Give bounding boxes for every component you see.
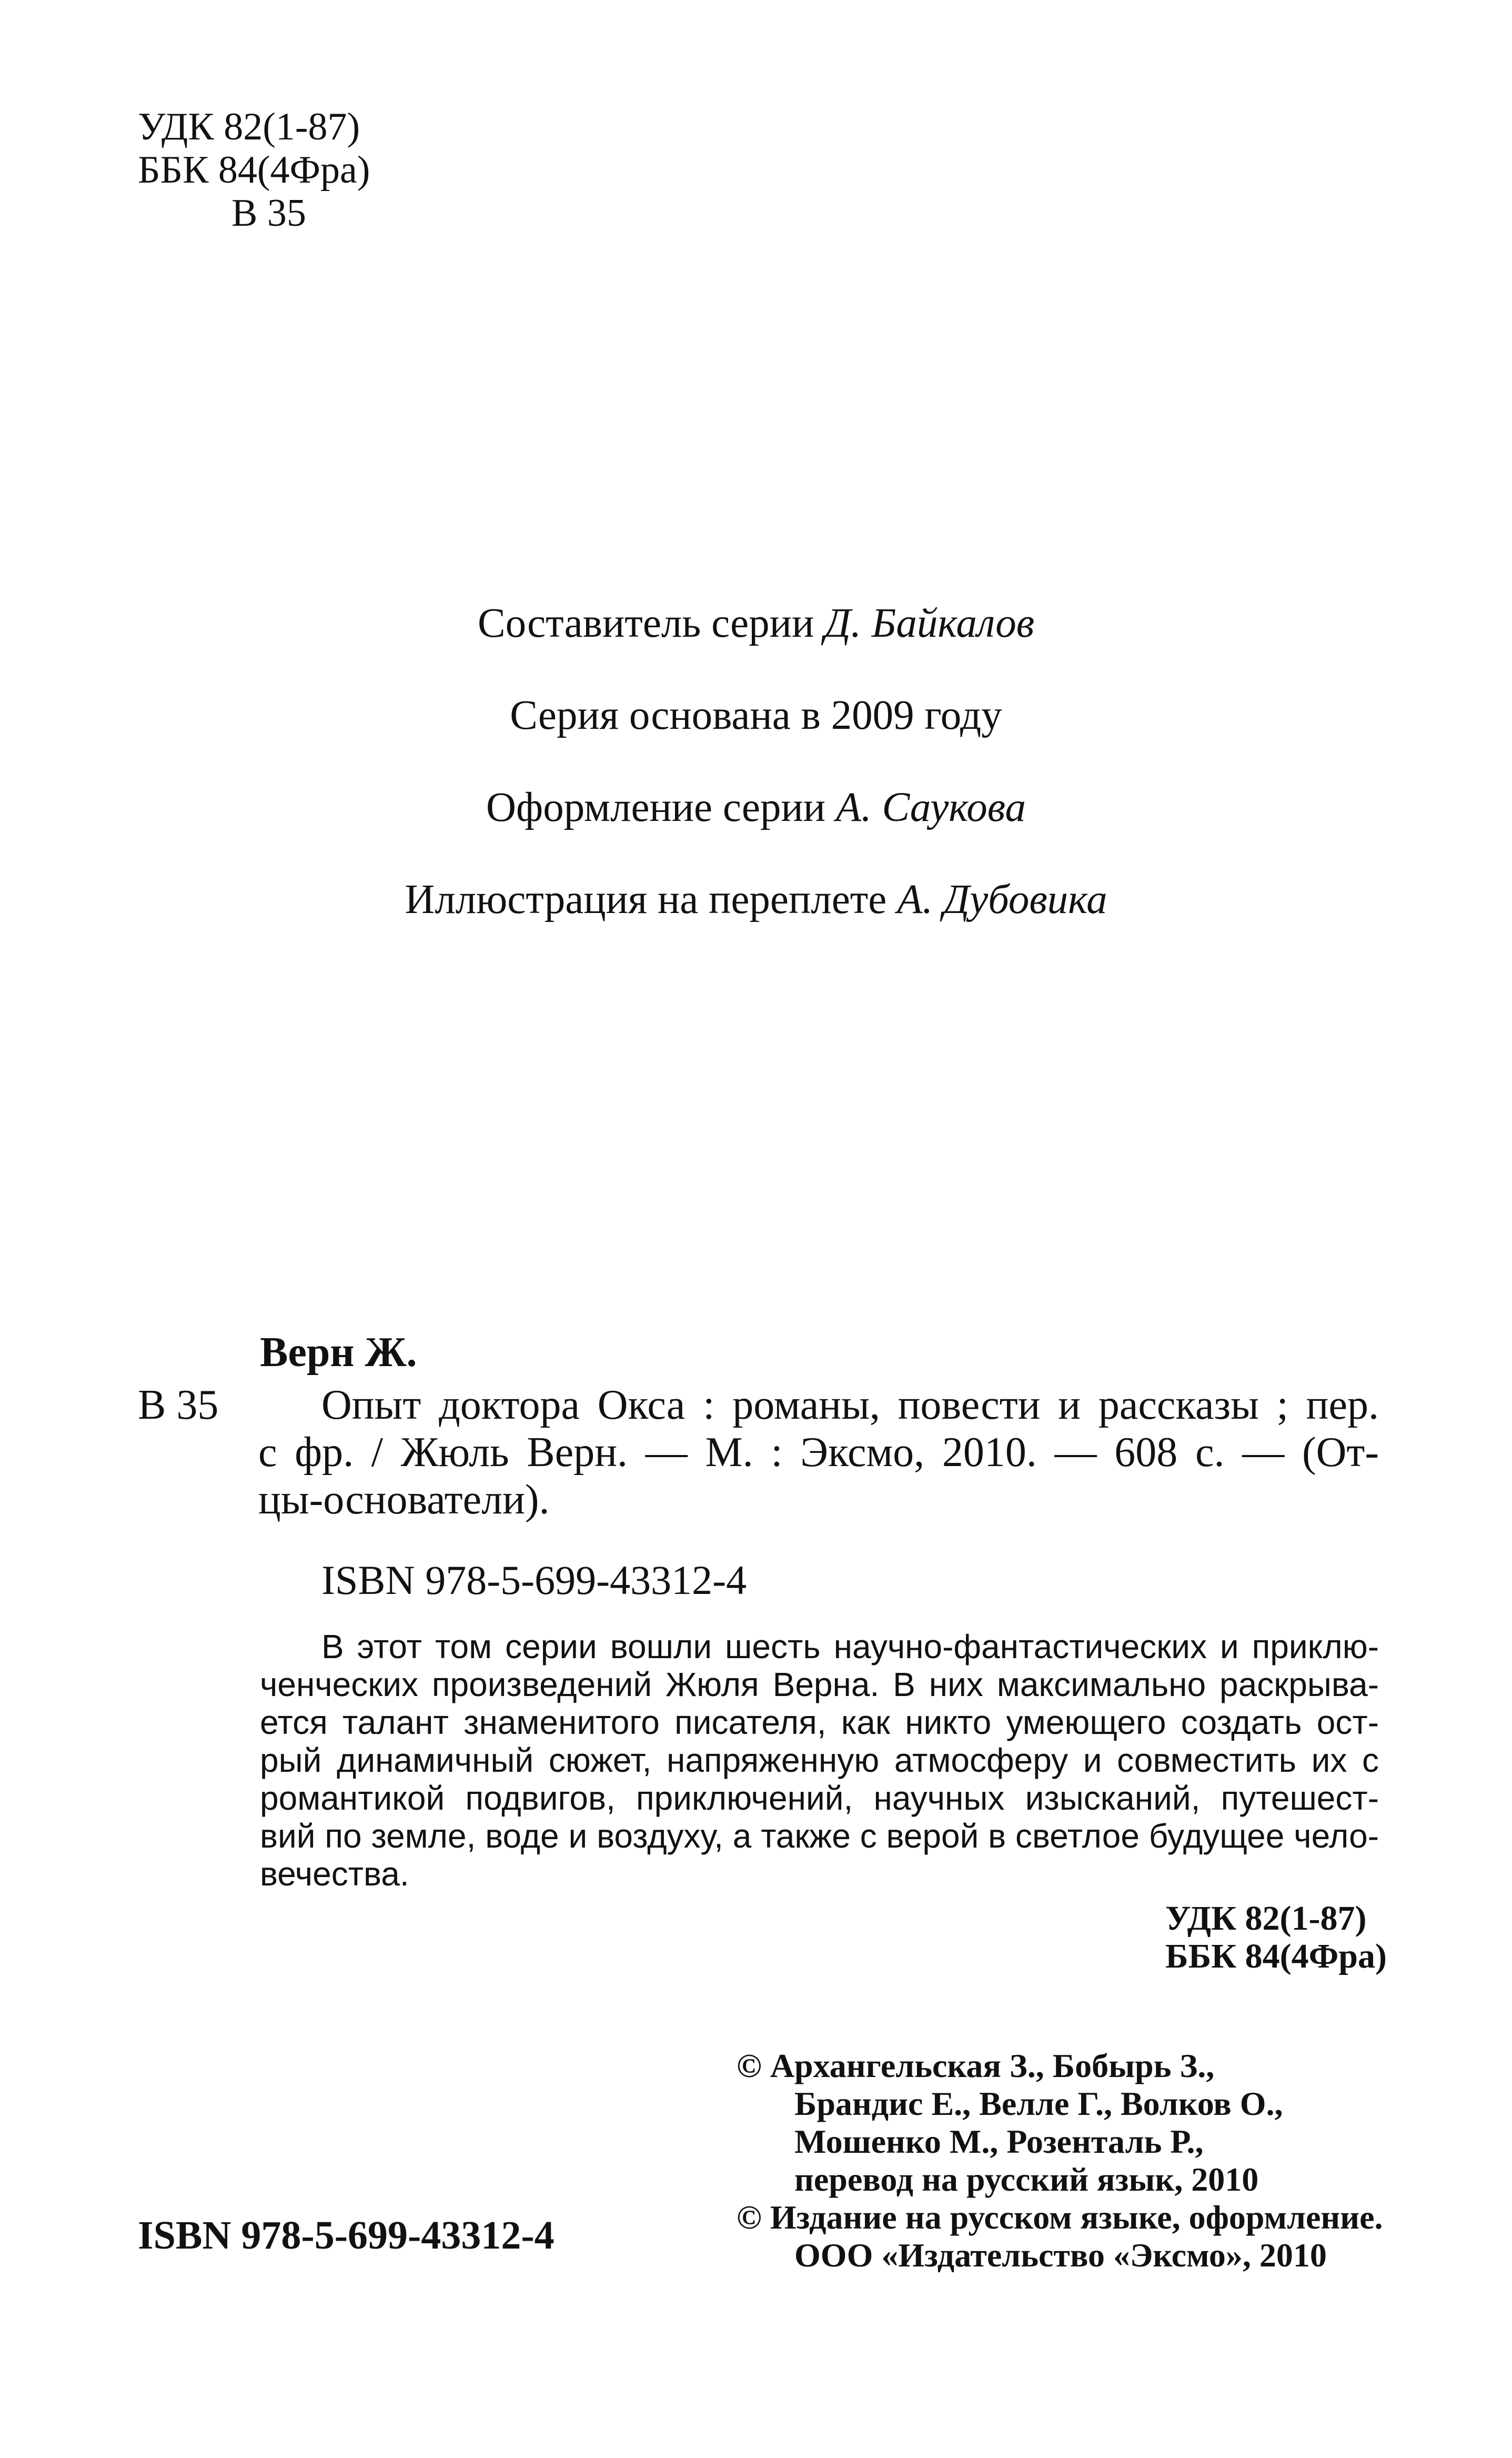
annotation-line: рый динамичный сюжет, напряженную атмосферу и совместить их с: [260, 1741, 1379, 1779]
credit-compiler: [0, 600, 1512, 647]
credit-label: Иллюстрация на переплете: [405, 877, 887, 922]
credit-name: Д. Байкалов: [824, 600, 1035, 646]
credit-cover-illustration: [0, 876, 1512, 924]
bbk-code: ББК 84(4Фра): [1165, 1937, 1387, 1975]
annotation-line: романтикой подвигов, приключений, научных изысканий, путешест-: [260, 1779, 1379, 1817]
record-code: В 35: [138, 1382, 219, 1428]
copyright-line: Брандис Е., Велле Г., Волков О.,: [794, 2085, 1283, 2122]
credit-label: Серия основана в 2009 году: [510, 693, 1002, 738]
credit-name: А. Дубовика: [897, 877, 1107, 922]
credit-label: Составитель серии: [477, 600, 814, 646]
annotation: [260, 1628, 1379, 1893]
copyright-line: Мошенко М., Розенталь Р.,: [794, 2123, 1204, 2160]
author-sign-code: В 35: [231, 192, 306, 235]
isbn-bottom: ISBN 978-5-699-43312-4: [138, 2213, 555, 2258]
udk-bbk-block-bottom: [1165, 1900, 1387, 1975]
copyright-line: ООО «Издательство «Эксмо», 2010: [794, 2236, 1327, 2274]
bibliographic-description: [258, 1381, 1379, 1523]
biblio-line: цы-основатели).: [258, 1477, 550, 1523]
udk-bbk-block-top: [138, 105, 370, 235]
annotation-line: вечества.: [260, 1855, 409, 1893]
annotation-line: ченческих произведений Жюля Верна. В них максимально раскрыва-: [260, 1666, 1379, 1703]
credit-series-design: [0, 784, 1512, 831]
bbk-code: ББК 84(4Фра): [138, 148, 370, 192]
copyright-block: [737, 2047, 1383, 2274]
udk-code: УДК 82(1-87): [138, 105, 360, 148]
annotation-line: ется талант знаменитого писателя, как никто умеющего создать ост-: [260, 1703, 1379, 1741]
annotation-line: вий по земле, воде и воздуху, а также с верой в светлое будущее чело-: [260, 1817, 1379, 1855]
copyright-line: перевод на русский язык, 2010: [794, 2161, 1259, 2198]
annotation-line: В этот том серии вошли шесть научно-фантастических и приклю-: [321, 1628, 1379, 1666]
record-author: Верн Ж.: [260, 1329, 417, 1376]
biblio-line: Опыт доктора Окса : романы, повести и рассказы ; пер.: [321, 1382, 1379, 1428]
record-isbn: ISBN 978-5-699-43312-4: [321, 1557, 747, 1603]
udk-code: УДК 82(1-87): [1165, 1899, 1367, 1938]
copyright-line: © Издание на русском языке, оформление.: [737, 2199, 1383, 2236]
biblio-line: с фр. / Жюль Верн. — М. : Эксмо, 2010. — 608 с. — (От-: [258, 1429, 1379, 1476]
credit-name: А. Саукова: [835, 785, 1026, 830]
credit-label: Оформление серии: [486, 785, 826, 830]
copyright-line: © Архангельская З., Бобырь З.,: [737, 2047, 1215, 2084]
credit-series-founded: [0, 692, 1512, 739]
